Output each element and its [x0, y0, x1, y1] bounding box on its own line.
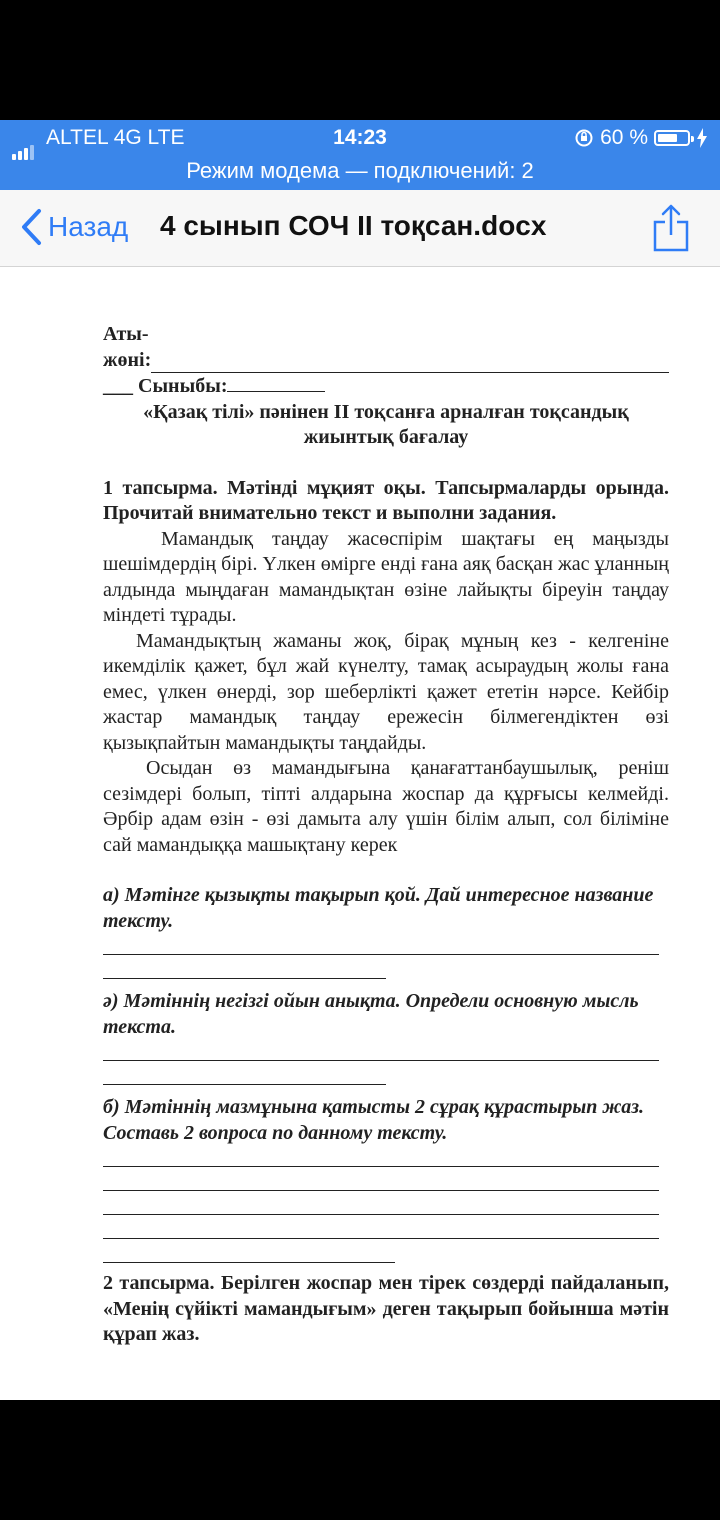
answer-line — [103, 1262, 395, 1263]
paragraph-1: Мамандық таңдау жасөспірім шақтағы ең маңызды шешімдердің бірі. Үлкен өмірге енді ғана аяқ басқан жас ұланның алдында мыңдаған мамандықтан өзіне лайықты біреуін таңдау міндеті тұрады. — [103, 527, 669, 626]
class-line — [227, 373, 325, 392]
rotation-lock-icon — [574, 128, 594, 148]
battery-icon — [654, 130, 690, 146]
hotspot-banner[interactable]: Режим модема — подключений: 2 — [186, 158, 534, 183]
question-ae: ә) Мәтіннің негізгі ойын анықта. Определи основную мысль текста. — [103, 990, 639, 1038]
document-body — [103, 322, 669, 1348]
top-black-bezel — [0, 0, 720, 120]
back-label: Назад — [48, 211, 129, 242]
answer-line — [103, 954, 659, 955]
task2-title: 2 тапсырма. Берілген жоспар мен тірек сөздерді пайдаланып, «Менің сүйікті мамандығым» деген тақырып бойынша мәтін құрап жаз. — [103, 1272, 669, 1345]
status-bar — [0, 120, 720, 190]
answer-line — [103, 1166, 659, 1167]
answer-line — [103, 1060, 659, 1061]
carrier-label: ALTEL 4G LTE — [46, 126, 185, 149]
document-title: 4 сынып СОЧ II тоқсан.docx — [160, 210, 547, 241]
name-label-2: жөні: — [103, 348, 152, 371]
clock: 14:23 — [333, 126, 387, 149]
name-row — [103, 348, 669, 374]
answer-line — [103, 978, 386, 979]
answer-line — [103, 1190, 659, 1191]
class-label: Сыныбы: — [138, 375, 228, 397]
charging-bolt-icon — [696, 128, 708, 148]
task1-title: 1 тапсырма. Мәтінді мұқият оқы. Тапсырмаларды орында. Прочитай внимательно текст и выполни задания. — [103, 476, 669, 524]
share-icon — [652, 204, 690, 252]
name-label-1: Аты- — [103, 323, 149, 345]
battery-percent: 60 % — [600, 126, 648, 149]
question-a: а) Мәтінге қызықты тақырып қой. Дай интересное название тексту. — [103, 884, 654, 932]
name-line-continuation: ___ — [103, 375, 133, 397]
back-button[interactable] — [20, 208, 128, 246]
chevron-left-icon — [20, 208, 42, 246]
heading-line-2: жиынтық бағалау — [303, 426, 469, 448]
paragraph-2: Мамандықтың жаманы жоқ, бірақ мұның кез - келгеніне икемділік қажет, бұл жай күнелту, тамақ асыраудың жолы ғана емес, үлкен өнерді, зор шеберлікті қажет ететін нәрсе. Кейбір жастар мамандық таңдау ережесін білмегендіктен өзі қызықпайтын мамандықты таңдайды. — [103, 629, 669, 754]
answer-line — [103, 1214, 659, 1215]
share-button[interactable] — [652, 204, 690, 257]
heading-line-1: «Қазақ тілі» пәнінен ІІ тоқсанға арналған тоқсандық — [143, 400, 629, 423]
class-row — [103, 373, 669, 400]
answer-line — [103, 1238, 659, 1239]
paragraph-3: Осыдан өз мамандығына қанағаттанбаушылық, реніш сезімдері болып, тіпті алдарына жоспар да құрғысы келмейді. Әрбір адам өзін - өзі дамыта алу үшін білім алып, сол біліміне сай мамандыққа машықтану керек — [103, 757, 669, 856]
name-line — [151, 354, 669, 373]
answer-line — [103, 1084, 386, 1085]
navigation-bar — [0, 190, 720, 267]
question-b: б) Мәтіннің мазмұнына қатысты 2 сұрақ құрастырып жаз. Составь 2 вопроса по данному тексту. — [103, 1096, 644, 1144]
document-page[interactable] — [0, 267, 720, 1400]
